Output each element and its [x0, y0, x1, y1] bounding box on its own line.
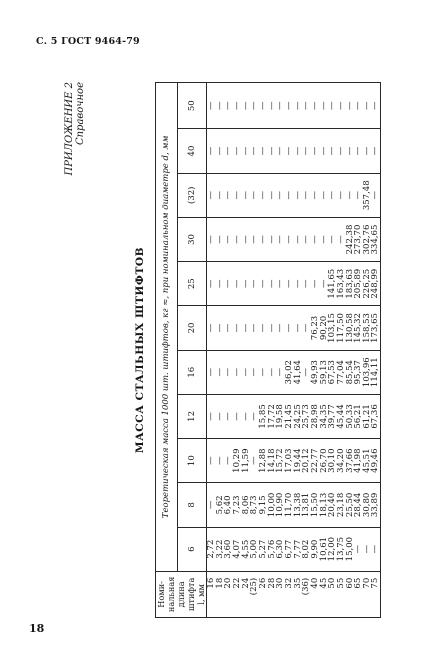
appendix-block: [64, 82, 86, 618]
diameter-header-cell: 50: [177, 83, 206, 129]
mass-column-d-40: — — — — — — — — — — — — — — — — — — — —: [207, 129, 381, 173]
diameter-header-cell: 30: [177, 217, 206, 261]
mass-span-header: Теоретическая масса 1000 шт. штифтов, кг ≈, при номинальном диаметре d, мм: [156, 83, 178, 572]
diameter-header-cell: 20: [177, 306, 206, 350]
mass-column-d-25: — — — — — — — — — — — — — — 141,65 163,43 183,63 205,89 226,25 248,99: [207, 262, 381, 306]
rotated-page-content: [64, 82, 394, 618]
diameter-header-cell: 25: [177, 262, 206, 306]
mass-column-d-6: 2,72 3,22 3,60 4,07 4,55 5,00 5,27 5,76 6,30 6,77 7,77 8,02 9,90 10,61 12,00 13,75 15,00 — — —: [207, 527, 381, 571]
mass-column-d-16: — — — — — — — — — 36,02 41,64 — 49,93 59,13 67,53 77,04 85,54 95,37 103,96 114,11: [207, 350, 381, 394]
table-body-row: [207, 83, 381, 618]
mass-column-d-30: — — — — — — — — — — — — — — — — 242,38 273,70 302,76 334,65: [207, 217, 381, 261]
diameter-header-cell: 8: [177, 483, 206, 527]
mass-column-d-12: — — — — — — 15,85 17,72 19,58 21,45 24,25 25,73 28,98 34,35 39,77 45,44 50,33 56,21 61,21 67,36: [207, 394, 381, 438]
appendix-subtitle: Справочное: [75, 82, 86, 146]
table-title: МАССА СТАЛЬНЫХ ШТИФТОВ: [134, 246, 146, 454]
length-header-text: Номи- нальная длина штифта l, мм: [156, 576, 206, 613]
length-column-header: [156, 571, 207, 617]
mass-column-d-20: — — — — — — — — — — — — 76,23 90,20 103,15 117,50 130,58 145,32 158,53 173,65: [207, 306, 381, 350]
appendix-title: ПРИЛОЖЕНИЕ 2: [64, 82, 75, 176]
page-number: 18: [29, 622, 45, 635]
diameter-header-cell: 12: [177, 394, 206, 438]
length-values-cell: 16 18 20 22 24 (25) 26 28 30 32 35 (36) 40 45 50 55 60 65 70 75: [207, 571, 381, 617]
mass-column-d-50: — — — — — — — — — — — — — — — — — — — —: [207, 83, 381, 129]
diameter-header-cell: 40: [177, 129, 206, 173]
diameter-header-row: [177, 83, 206, 618]
diameter-header-cell: 16: [177, 350, 206, 394]
mass-table: [155, 82, 381, 618]
mass-column-d-10: — — — 10,29 11,59 — 12,88 14,18 15,72 17,03 19,44 20,12 22,77 26,70 30,10 34,20 37,66 41,98 45,51 49,46: [207, 439, 381, 483]
mass-column-d-8: — 5,62 6,40 7,23 8,06 8,73 9,15 10,00 10,90 11,70 13,38 13,81 15,50 18,13 20,40 23,18 25,50 28,44 30,80 33,89: [207, 483, 381, 527]
diameter-header-cell: 10: [177, 439, 206, 483]
mass-column-d-32: — — — — — — — — — — — — — — — — — — 357,48 —: [207, 173, 381, 217]
page-header: С. 5 ГОСТ 9464-79: [36, 36, 140, 47]
diameter-header-cell: (32): [177, 173, 206, 217]
diameter-header-cell: 6: [177, 527, 206, 571]
